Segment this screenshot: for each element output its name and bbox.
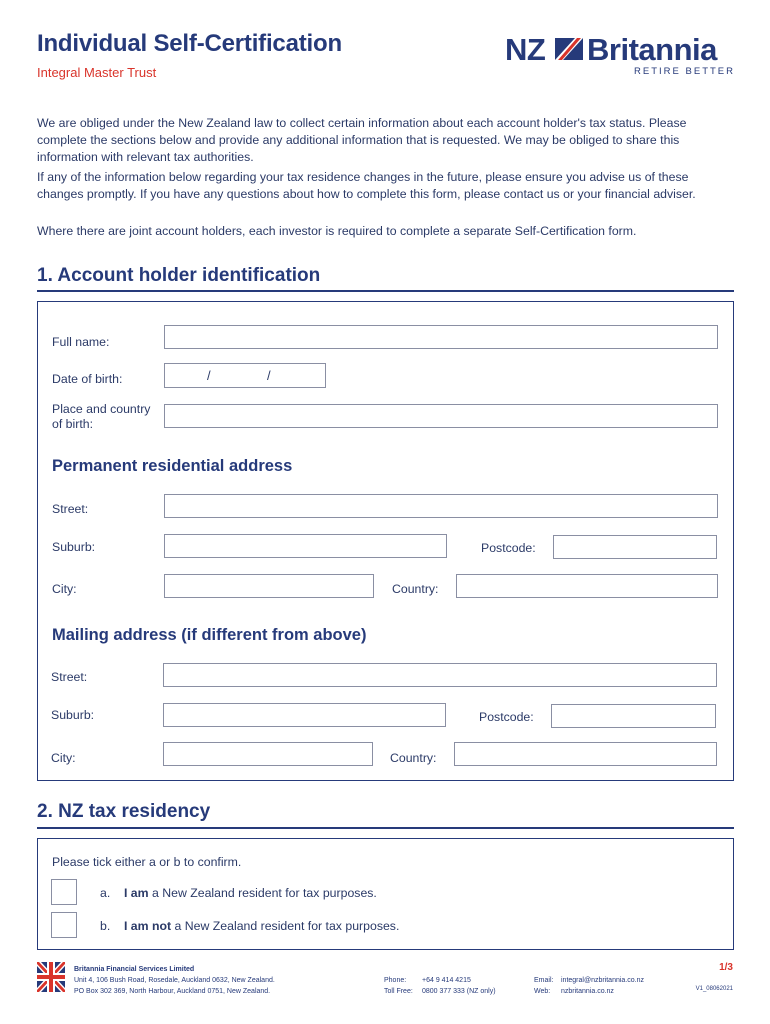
perm-suburb-label: Suburb: bbox=[52, 540, 96, 554]
footer-phone: +64 9 414 4215 bbox=[422, 977, 471, 984]
option-b-text: a New Zealand resident for tax purposes. bbox=[171, 919, 400, 933]
intro-paragraph-2: If any of the information below regarding your tax residence changes in the future, please ensure you advise us of these changes promptly. If you have any questions about how to complete this form, please contact us or your financial adviser. bbox=[37, 170, 696, 201]
birthplace-label-line-2: of birth: bbox=[52, 417, 94, 431]
footer-company: Britannia Financial Services Limited bbox=[74, 966, 195, 973]
footer-email-label: Email: bbox=[534, 977, 554, 984]
logo-nz-text: NZ bbox=[505, 32, 546, 67]
mail-city-field[interactable] bbox=[163, 742, 373, 766]
form-title: Individual Self-Certification bbox=[37, 30, 342, 57]
section-1-heading: 1. Account holder identification bbox=[37, 265, 321, 286]
perm-postcode-label: Postcode: bbox=[481, 541, 536, 555]
section-2-rule bbox=[37, 827, 734, 829]
footer-contact-block bbox=[534, 975, 644, 997]
footer-company-block bbox=[74, 964, 275, 997]
footer-union-flag-icon bbox=[37, 962, 65, 992]
perm-country-field[interactable] bbox=[456, 574, 718, 598]
footer-tollfree: 0800 377 333 (NZ only) bbox=[422, 988, 496, 995]
permanent-address-heading: Permanent residential address bbox=[52, 457, 293, 475]
logo-tagline: RETIRE BETTER bbox=[634, 66, 735, 77]
section-1-rule bbox=[37, 290, 734, 292]
footer-web[interactable]: nzbritannia.co.nz bbox=[561, 988, 614, 995]
mail-suburb-label: Suburb: bbox=[51, 708, 95, 722]
mail-postcode-field[interactable] bbox=[551, 704, 716, 728]
footer-address-2: PO Box 302 369, North Harbour, Auckland 0751, New Zealand. bbox=[74, 988, 271, 995]
dob-separator: / bbox=[267, 368, 271, 383]
option-a-checkbox[interactable] bbox=[51, 879, 77, 905]
birthplace-label-line-1: Place and country bbox=[52, 402, 151, 416]
perm-city-field[interactable] bbox=[164, 574, 374, 598]
mail-street-field[interactable] bbox=[163, 663, 717, 687]
option-a-bold: I am bbox=[123, 886, 149, 900]
footer-email[interactable]: integral@nzbritannia.co.nz bbox=[561, 977, 644, 984]
footer-address-1: Unit 4, 106 Bush Road, Rosedale, Auckland 0632, New Zealand. bbox=[74, 977, 275, 984]
page-number: 1/3 bbox=[719, 962, 733, 973]
option-b-checkbox[interactable] bbox=[51, 912, 77, 938]
form-subtitle: Integral Master Trust bbox=[37, 65, 157, 80]
section-2-heading: 2. NZ tax residency bbox=[37, 801, 211, 822]
option-b-label bbox=[100, 919, 399, 934]
footer-phone-label: Phone: bbox=[384, 977, 407, 984]
dob-field[interactable] bbox=[164, 363, 326, 388]
perm-postcode-field[interactable] bbox=[553, 535, 717, 559]
intro-paragraph-3: Where there are joint account holders, each investor is required to complete a separate Self-Certification form. bbox=[37, 224, 637, 238]
perm-street-field[interactable] bbox=[164, 494, 718, 518]
mail-postcode-label: Postcode: bbox=[479, 710, 534, 724]
footer-phone-block bbox=[384, 975, 496, 997]
perm-street-label: Street: bbox=[52, 502, 89, 516]
full-name-field[interactable] bbox=[164, 325, 718, 349]
mailing-address-heading: Mailing address (if different from above) bbox=[52, 626, 367, 644]
option-b-letter: b. bbox=[100, 919, 111, 933]
mail-country-field[interactable] bbox=[454, 742, 717, 766]
dob-label: Date of birth: bbox=[52, 372, 123, 386]
mail-city-label: City: bbox=[51, 751, 76, 765]
option-a-label bbox=[100, 886, 377, 901]
perm-country-label: Country: bbox=[392, 582, 439, 596]
full-name-label: Full name: bbox=[52, 335, 110, 349]
logo-brand-text: Britannia bbox=[587, 32, 717, 67]
mail-suburb-field[interactable] bbox=[163, 703, 446, 727]
option-b-bold: I am not bbox=[123, 919, 172, 933]
tax-residency-instruction: Please tick either a or b to confirm. bbox=[52, 855, 242, 869]
union-flag-icon bbox=[555, 38, 583, 60]
mail-street-label: Street: bbox=[51, 670, 88, 684]
footer-web-label: Web: bbox=[534, 988, 551, 995]
dob-separator: / bbox=[207, 368, 211, 383]
option-a-letter: a. bbox=[100, 886, 111, 900]
perm-city-label: City: bbox=[52, 582, 77, 596]
birthplace-label bbox=[52, 402, 150, 432]
birthplace-field[interactable] bbox=[164, 404, 718, 428]
mail-country-label: Country: bbox=[390, 751, 437, 765]
form-version: V1_08062021 bbox=[695, 986, 733, 992]
intro-paragraph-1: We are obliged under the New Zealand law to collect certain information about each account holder's tax status. Please complete the sections below and provide any additional information that is requested. We may be obliged to share this information with relevant tax authorities. bbox=[37, 116, 687, 164]
brand-logo bbox=[505, 32, 735, 80]
footer-tollfree-label: Toll Free: bbox=[384, 988, 413, 995]
option-a-text: a New Zealand resident for tax purposes. bbox=[148, 886, 377, 900]
perm-suburb-field[interactable] bbox=[164, 534, 447, 558]
